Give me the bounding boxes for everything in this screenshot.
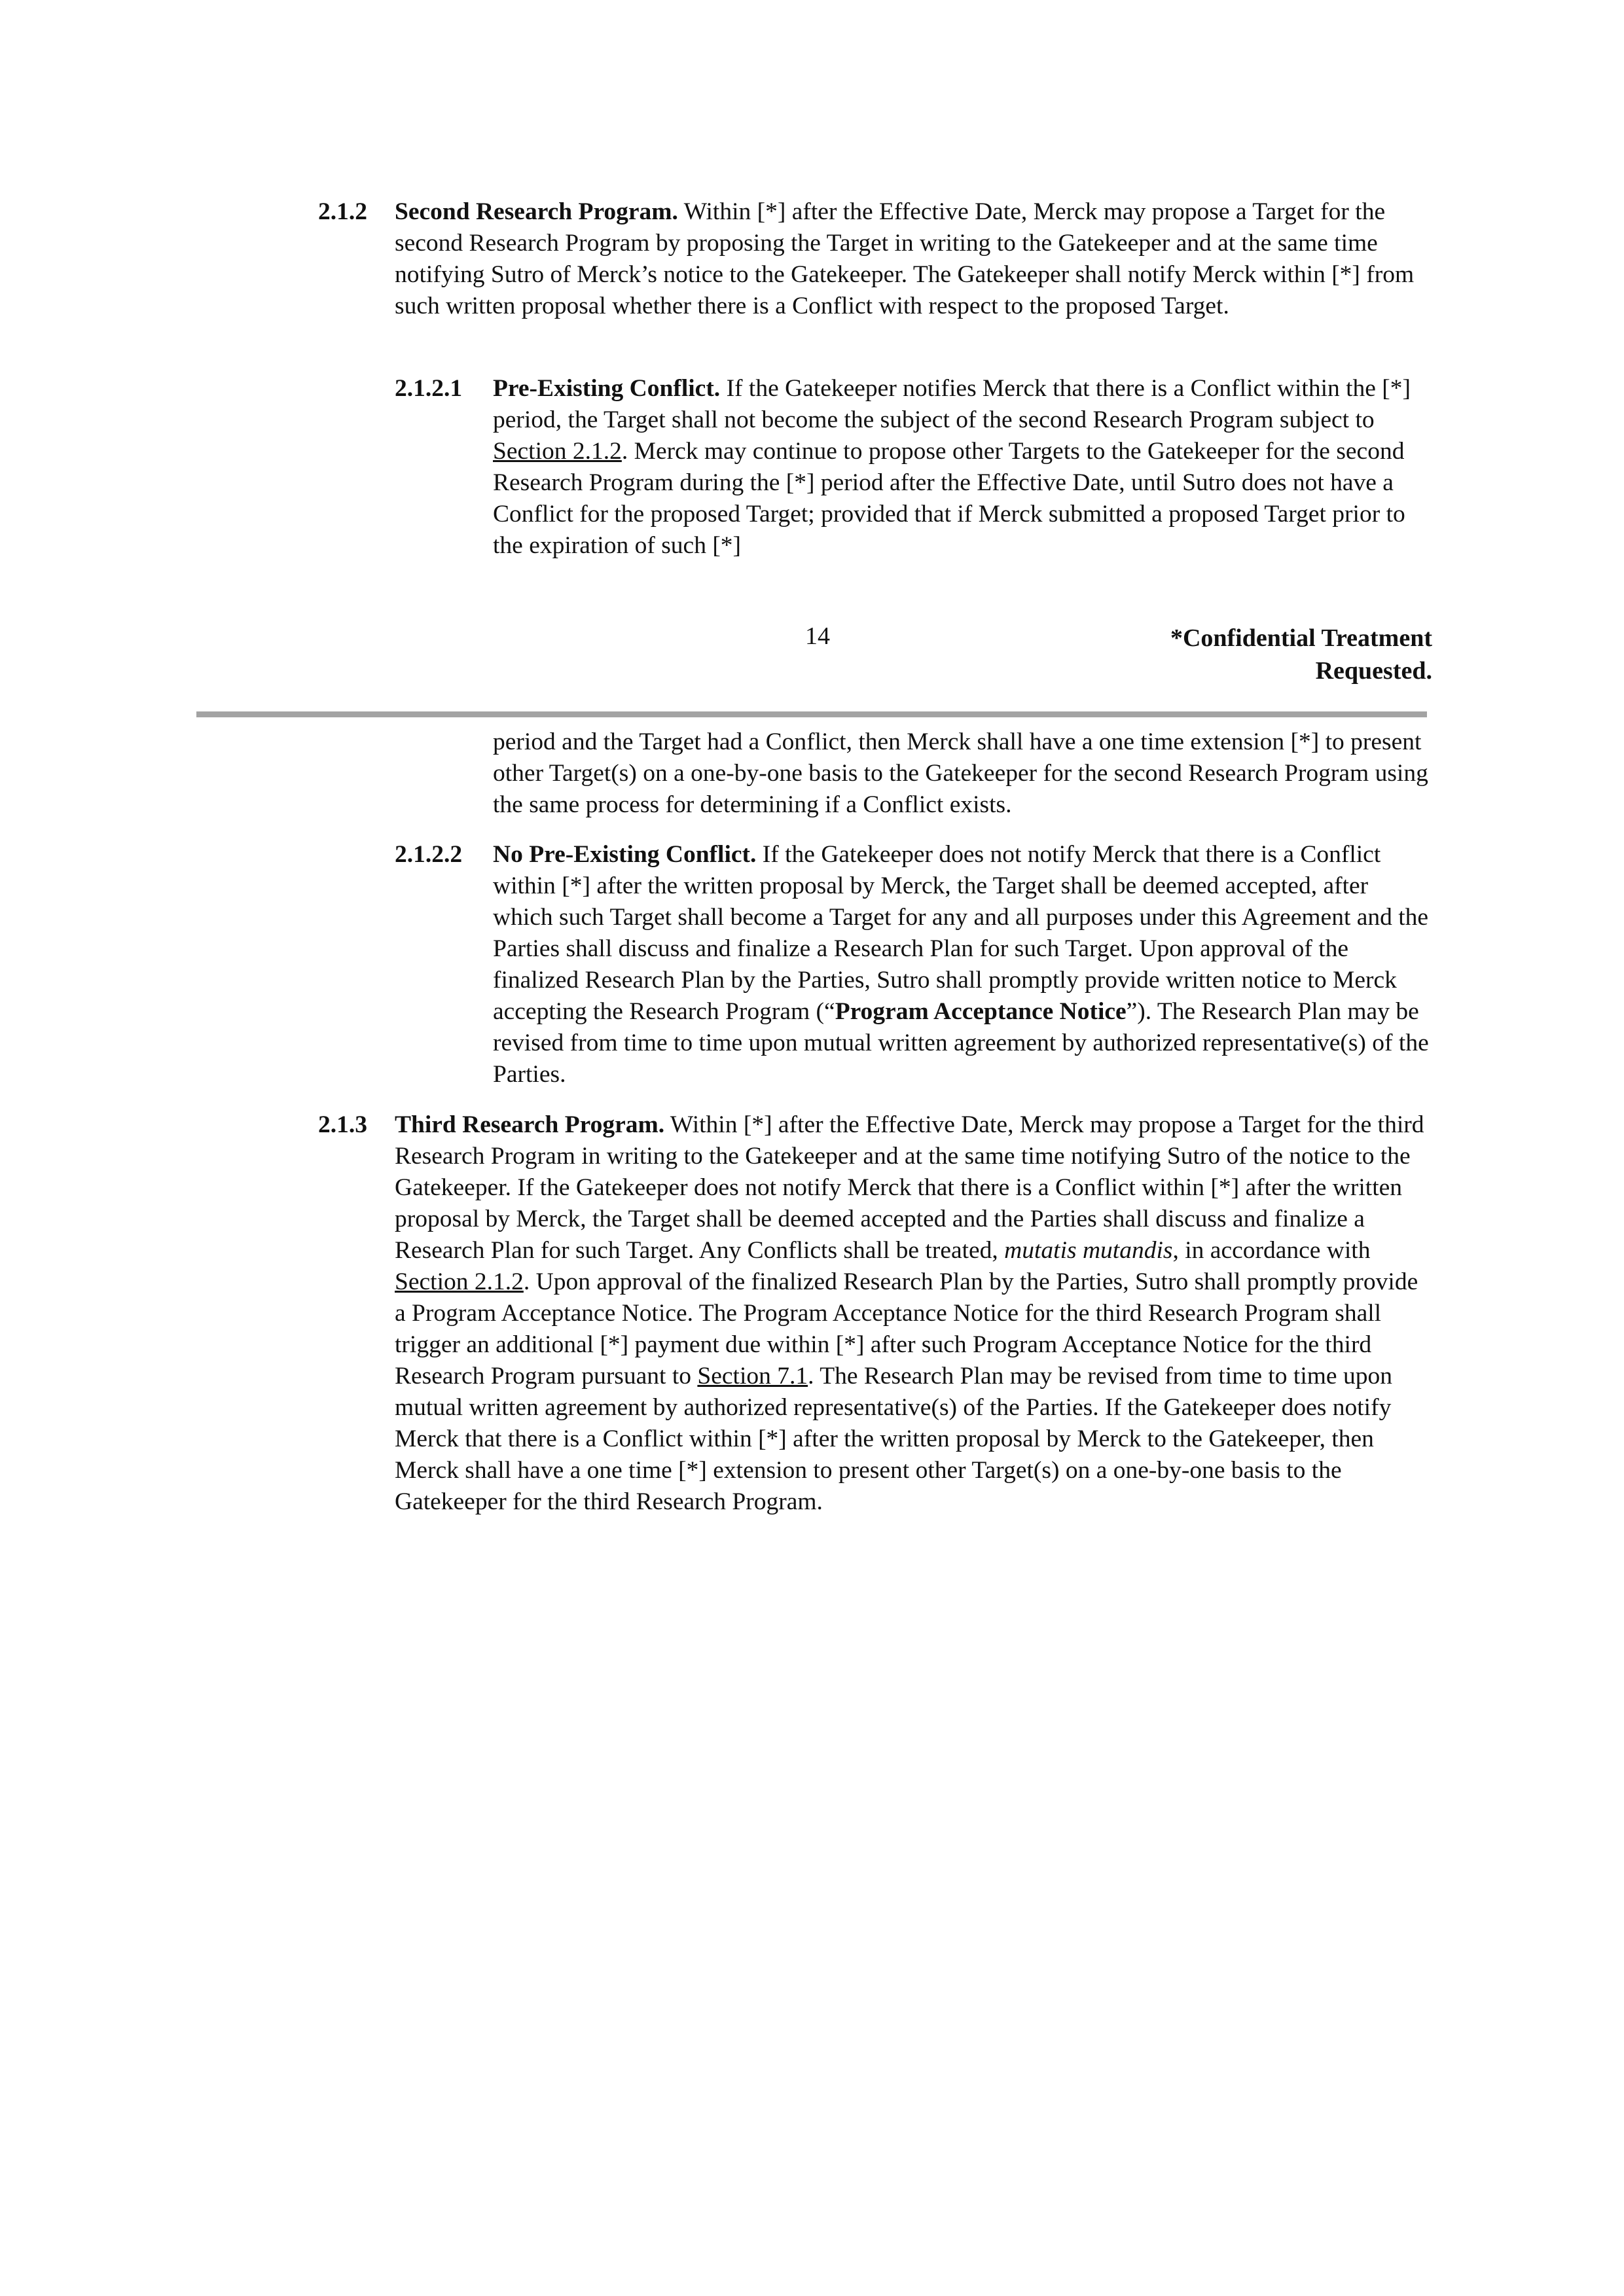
- confidential-line-1: *Confidential Treatment: [1170, 624, 1432, 652]
- section-2-1-3-text-d: . The Research Plan may be revised from time to time upon mutual written agreement by authorized representative(s) of the Parties. If the Gatekeeper does notify Merck that there is a Conflict within [*] after the written proposal by Merck to the Gatekeeper, then Merck shall have a one time [*] extension to present other Target(s) on a one-by-one basis to the Gatekeeper for the third Research Program.: [395, 1363, 1392, 1515]
- page-number: 14: [805, 622, 830, 650]
- section-2-1-2-1-text-a: If the Gatekeeper notifies Merck that there is a Conflict within the [*] period, the Target shall not become the subject of the second Research Program subject to: [493, 375, 1411, 433]
- section-2-1-2-reference-link[interactable]: Section 2.1.2: [493, 438, 622, 465]
- section-2-1-2-2-text-a: If the Gatekeeper does not notify Merck that there is a Conflict within [*] after the written proposal by Merck, the Target shall be deemed accepted, after which such Target shall become a Target for any and all purposes under this Agreement and the Parties shall discuss and finalize a Research Plan for such Target. Upon approval of the finalized Research Plan by the Parties, Sutro shall promptly provide written notice to Merck accepting the Research Program (“: [493, 841, 1429, 1025]
- section-2-1-3-italic-term: mutatis mutandis: [1004, 1237, 1173, 1264]
- section-2-1-2-reference-link[interactable]: Section 2.1.2: [395, 1268, 524, 1295]
- section-2-1-2-text: Within [*] after the Effective Date, Merck may propose a Target for the second Research Program by proposing the Target in writing to the Gatekeeper and at the same time notifying Sutro of Merck’s notice to the Gatekeeper. The Gatekeeper shall notify Merck within [*] from such written proposal whether there is a Conflict with respect to the proposed Target.: [395, 198, 1415, 319]
- section-2-1-3-heading: Third Research Program.: [395, 1111, 665, 1138]
- section-2-1-2-heading: Second Research Program.: [395, 198, 678, 225]
- section-2-1-2-2-heading: No Pre-Existing Conflict.: [493, 841, 757, 868]
- section-2-1-3-text-c: . Upon approval of the finalized Research Plan by the Parties, Sutro shall promptly provide a Program Acceptance Notice. The Program Acceptance Notice for the third Research Program shall trigger an additional [*] payment due within [*] after such Program Acceptance Notice for the third Research Program pursuant to: [395, 1268, 1418, 1390]
- section-number-2-1-2-2: 2.1.2.2: [395, 841, 463, 868]
- section-2-1-2-1-text-b: . Merck may continue to propose other Targets to the Gatekeeper for the second Research Program during the [*] period after the Effective Date, until Sutro does not have a Conflict for the proposed Target; provided that if Merck submitted a proposed Target prior to the expiration of such [*]: [493, 438, 1405, 559]
- section-2-1-3-body: [395, 1109, 1429, 1518]
- section-number-2-1-2-1: 2.1.2.1: [395, 375, 463, 402]
- confidential-line-2: Requested.: [1315, 657, 1432, 685]
- section-2-1-2-2-text-b: ”). The Research Plan may be revised from time to time upon mutual written agreement by authorized representative(s) of the Parties.: [493, 998, 1429, 1088]
- section-2-1-2-1-body: [493, 373, 1429, 562]
- section-number-2-1-3: 2.1.3: [318, 1111, 367, 1138]
- defined-term-program-acceptance-notice: Program Acceptance Notice: [835, 998, 1127, 1025]
- section-2-1-3-text-a: Within [*] after the Effective Date, Merck may propose a Target for the third Research Program in writing to the Gatekeeper and at the same time notifying Sutro of the notice to the Gatekeeper. If the Gatekeeper does not notify Merck that there is a Conflict within [*] after the written proposal by Merck, the Target shall be deemed accepted and the Parties shall discuss and finalize a Research Plan for such Target. Any Conflicts shall be treated,: [395, 1111, 1424, 1264]
- section-2-1-3-text-b: , in accordance with: [1172, 1237, 1371, 1264]
- page-break-divider: [196, 711, 1427, 717]
- section-2-1-2-1-continuation: period and the Target had a Conflict, then Merck shall have a one time extension [*] to present other Target(s) on a one-by-one basis to the Gatekeeper for the second Research Program using the same process for determining if a Conflict exists.: [493, 728, 1428, 818]
- section-2-1-2-2-body: [493, 839, 1429, 1090]
- section-number-2-1-2: 2.1.2: [318, 198, 367, 225]
- section-2-1-2-body: [395, 196, 1429, 322]
- confidential-treatment-notice: [1039, 622, 1432, 687]
- section-7-1-reference-link[interactable]: Section 7.1: [697, 1363, 808, 1390]
- section-2-1-2-1-heading: Pre-Existing Conflict.: [493, 375, 721, 402]
